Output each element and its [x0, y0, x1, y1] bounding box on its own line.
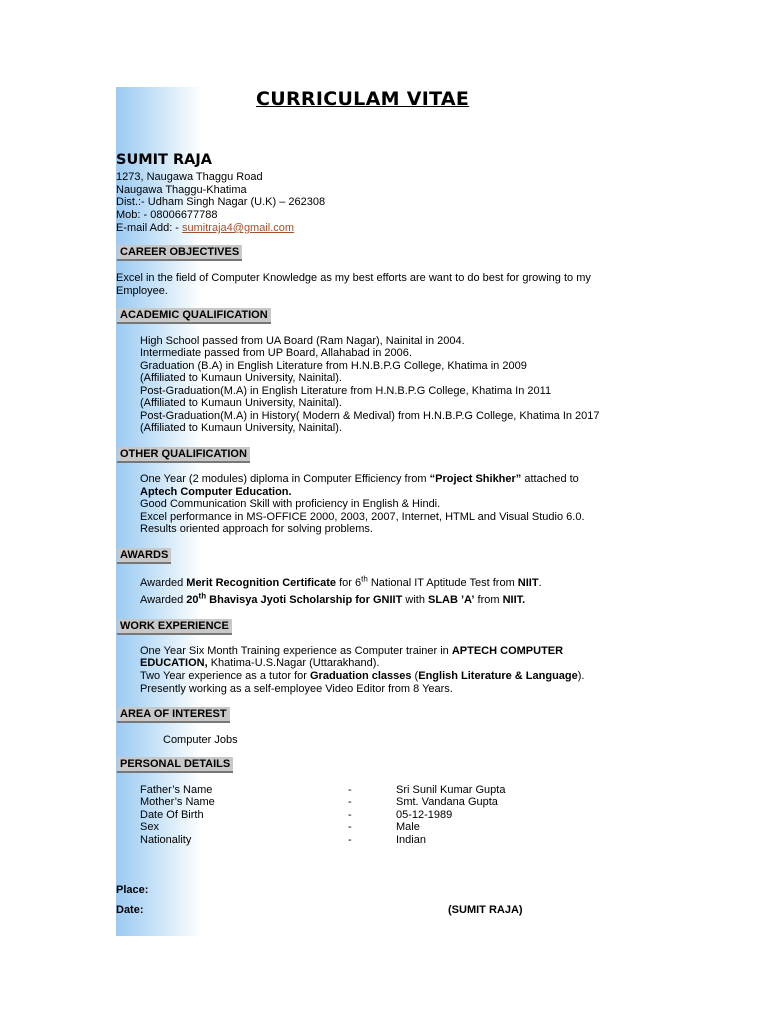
award-text-bold: Bhavisya Jyoti Scholarship for GNIIT: [206, 594, 403, 606]
award-text: National IT Aptitude Test from: [367, 577, 518, 589]
award-text: Awarded: [140, 577, 187, 589]
academic-item: (Affiliated to Kumaun University, Nainital).: [140, 372, 342, 384]
academic-item: Post-Graduation(M.A) in History( Modern & Medival) from H.N.B.P.G College, Khatima In 2017: [140, 410, 600, 422]
section-heading-academic: ACADEMIC QUALIFICATION: [117, 308, 271, 324]
work-text: One Year Six Month Training experience as Computer trainer in: [140, 645, 452, 657]
work-text: Khatima-U.S.Nagar (Uttarakhand).: [207, 657, 380, 669]
signature-name: (SUMIT RAJA): [448, 904, 523, 916]
personal-label: Mother’s Name: [140, 796, 215, 808]
work-item: [140, 657, 379, 670]
other-item: Excel performance in MS-OFFICE 2000, 2003, 2007, Internet, HTML and Visual Studio 6.0.: [140, 511, 585, 523]
personal-separator: -: [348, 834, 352, 846]
work-text-bold: EDUCATION,: [140, 657, 208, 669]
award-text: from: [474, 594, 503, 606]
award-text-bold: 20: [186, 594, 199, 606]
personal-separator: -: [348, 821, 352, 833]
academic-item: (Affiliated to Kumaun University, Nainital).: [140, 397, 342, 409]
personal-value: Sri Sunil Kumar Gupta: [396, 784, 506, 796]
interest-item: Computer Jobs: [163, 734, 238, 746]
other-text-bold: “Project Shikher”: [429, 473, 522, 485]
personal-value: Indian: [396, 834, 426, 846]
candidate-name: SUMIT RAJA: [116, 152, 212, 168]
section-heading-work-experience: WORK EXPERIENCE: [117, 619, 232, 635]
work-item: Presently working as a self-employee Video Editor from 8 Years.: [140, 683, 453, 695]
award-text: for 6: [336, 577, 362, 589]
address-line: Naugawa Thaggu-Khatima: [116, 184, 247, 196]
career-text: Excel in the field of Computer Knowledge as my best efforts are want to do best for growing to my: [116, 272, 591, 284]
other-item: Good Communication Skill with proficiency in English & Hindi.: [140, 498, 441, 510]
section-heading-career-objectives: CAREER OBJECTIVES: [117, 245, 242, 261]
personal-label: Father’s Name: [140, 784, 213, 796]
work-text-bold: APTECH COMPUTER: [451, 645, 564, 657]
award-text-bold: NIIT: [517, 577, 539, 589]
work-item: [140, 645, 563, 658]
personal-value: Smt. Vandana Gupta: [396, 796, 498, 808]
personal-separator: -: [348, 784, 352, 796]
work-text: (: [411, 670, 419, 682]
academic-item: High School passed from UA Board (Ram Nagar), Nainital in 2004.: [140, 335, 465, 347]
place-label: Place:: [116, 884, 149, 896]
document-title: CURRICULAM VITAE: [256, 88, 470, 110]
mobile-line: Mob: - 08006677788: [116, 209, 218, 221]
personal-separator: -: [348, 796, 352, 808]
other-text: attached to: [521, 473, 579, 485]
section-heading-personal-details: PERSONAL DETAILS: [117, 757, 233, 773]
other-text: One Year (2 modules) diploma in Computer Efficiency from: [140, 473, 430, 485]
academic-item: Graduation (B.A) in English Literature from H.N.B.P.G College, Khatima in 2009: [140, 360, 527, 372]
address-line: 1273, Naugawa Thaggu Road: [116, 171, 263, 183]
section-heading-area-of-interest: AREA OF INTEREST: [117, 707, 230, 723]
address-line: Dist.:- Udham Singh Nagar (U.K) – 262308: [116, 196, 326, 208]
academic-item: Post-Graduation(M.A) in English Literature from H.N.B.P.G College, Khatima In 2011: [140, 385, 552, 397]
award-text-bold: SLAB ’A’: [428, 594, 475, 606]
work-text: Two Year experience as a tutor for: [140, 670, 310, 682]
award-item: [140, 591, 526, 607]
award-text: .: [538, 577, 542, 589]
date-label: Date:: [116, 904, 144, 916]
award-item: [140, 574, 542, 590]
work-text-bold: English Literature & Language: [418, 670, 578, 682]
career-text: Employee.: [116, 285, 168, 297]
section-heading-awards: AWARDS: [117, 548, 171, 564]
award-text-bold: NIIT.: [502, 594, 526, 606]
email-link[interactable]: sumitraja4@gmail.com: [182, 222, 295, 234]
email-label: E-mail Add: -: [116, 222, 183, 234]
personal-label: Sex: [140, 821, 159, 833]
personal-value: 05-12-1989: [396, 809, 453, 821]
work-text-bold: Graduation classes: [310, 670, 412, 682]
award-superscript: th: [198, 591, 207, 601]
personal-value: Male: [396, 821, 420, 833]
section-heading-other-qualification: OTHER QUALIFICATION: [117, 447, 250, 463]
personal-label: Nationality: [140, 834, 192, 846]
award-text: Awarded: [140, 594, 187, 606]
work-text: ).: [577, 670, 585, 682]
other-item: [140, 473, 579, 486]
award-text-bold: Merit Recognition Certificate: [186, 577, 337, 589]
other-item: Aptech Computer Education.: [140, 486, 292, 498]
award-superscript: th: [361, 574, 368, 584]
personal-separator: -: [348, 809, 352, 821]
personal-label: Date Of Birth: [140, 809, 204, 821]
award-text: with: [402, 594, 428, 606]
academic-item: (Affiliated to Kumaun University, Nainital).: [140, 422, 342, 434]
other-item: Results oriented approach for solving problems.: [140, 523, 373, 535]
work-item: [140, 670, 585, 683]
academic-item: Intermediate passed from UP Board, Allahabad in 2006.: [140, 347, 412, 359]
email-line: [116, 222, 294, 235]
